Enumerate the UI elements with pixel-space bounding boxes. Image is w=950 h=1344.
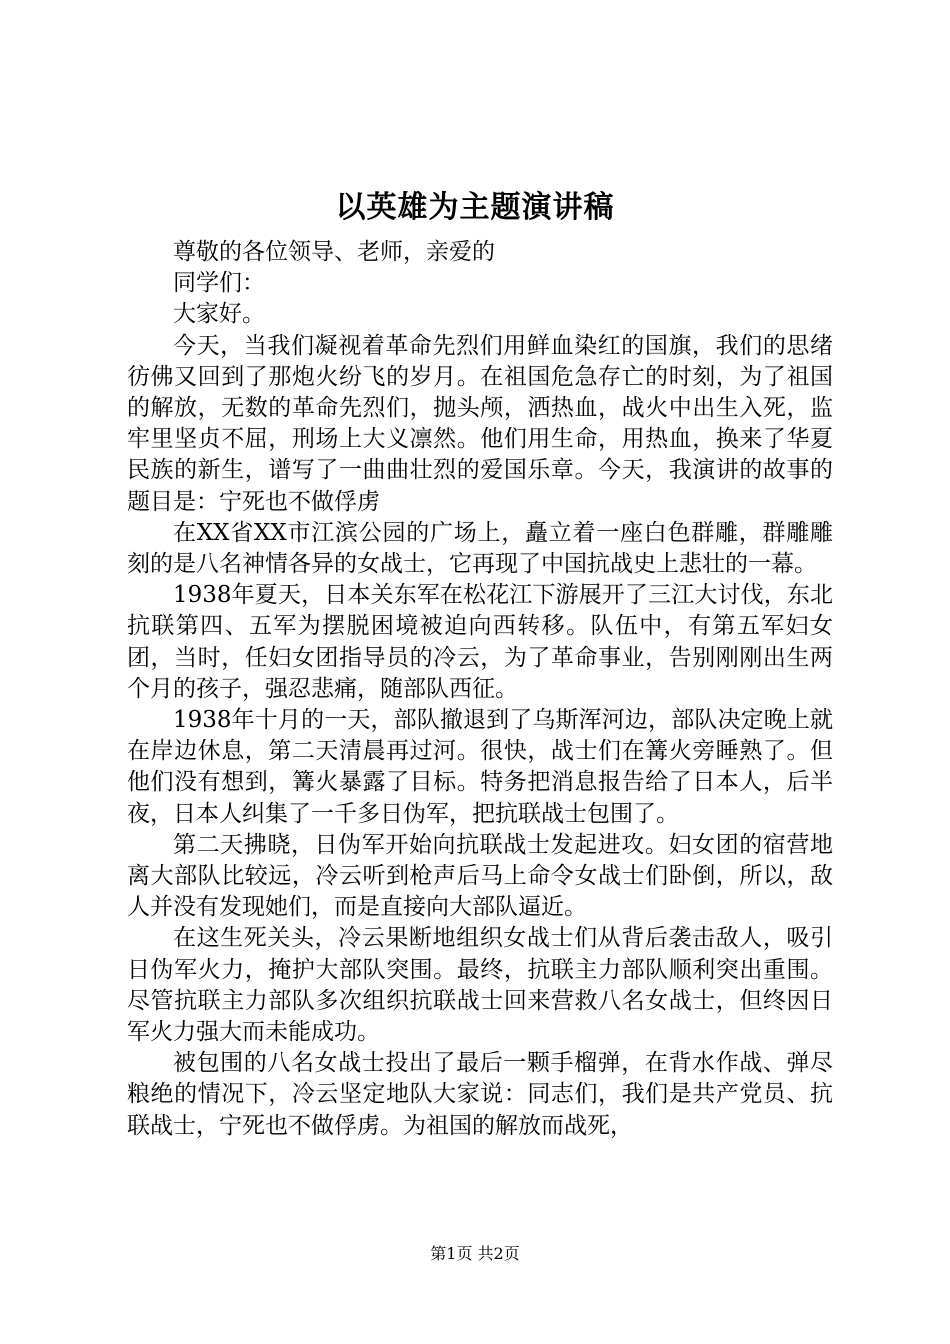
paragraph: 被包围的八名女战士投出了最后一颗手榴弹，在背水作战、弹尽粮绝的情况下，冷云坚定地队大家说：同志们，我们是共产党员、抗联战士，宁死也不做俘虏。为祖国的解放而战死， bbox=[127, 1050, 833, 1139]
paragraph: 在XX省XX市江滨公园的广场上，矗立着一座白色群雕，群雕雕刻的是八名神情各异的女战士，它再现了中国抗战史上悲壮的一幕。 bbox=[127, 519, 833, 578]
paragraph: 1938年十月的一天，部队撤退到了乌斯浑河边，部队决定晚上就在岸边休息，第二天清晨再过河。很快，战士们在篝火旁睡熟了。但他们没有想到，篝火暴露了目标。特务把消息报告给了日本人，后半夜，日本人纠集了一千多日伪军，把抗联战士包围了。 bbox=[127, 707, 833, 827]
paragraph: 第二天拂晓，日伪军开始向抗联战士发起进攻。妇女团的宿营地离大部队比较远，冷云听到枪声后马上命令女战士们卧倒，所以，敌人并没有发现她们，而是直接向大部队逼近。 bbox=[127, 831, 833, 921]
paragraph: 1938年夏天，日本关东军在松花江下游展开了三江大讨伐，东北抗联第四、五军为摆脱困境被迫向西转移。队伍中，有第五军妇女团，当时，任妇女团指导员的冷云，为了革命事业，告别刚刚出生两个月的孩子，强忍悲痛，随部队西征。 bbox=[127, 582, 833, 702]
document-body bbox=[127, 237, 833, 1142]
page-footer: 第1页 共2页 bbox=[430, 1244, 520, 1263]
paragraph-greeting: 大家好。 bbox=[173, 301, 265, 328]
paragraph: 在这生死关头，冷云果断地组织女战士们从背后袭击敌人，吸引日伪军火力，掩护大部队突围。最终，抗联主力部队顺利突出重围。尽管抗联主力部队多次组织抗联战士回来营救八名女战士，但终因日军火力强大而未能成功。 bbox=[127, 925, 833, 1046]
paragraph: 今天，当我们凝视着革命先烈们用鲜血染红的国旗，我们的思绪彷佛又回到了那炮火纷飞的岁月。在祖国危急存亡的时刻，为了祖国的解放，无数的革命先烈们，抛头颅，洒热血，战火中出生入死，监牢里坚贞不屈，刑场上大义凛然。他们用生命，用热血，换来了华夏民族的新生，谱写了一曲曲壮烈的爱国乐章。今天，我演讲的故事的题目是：宁死也不做俘虏 bbox=[127, 332, 833, 515]
paragraph-salutation-1: 尊敬的各位领导、老师，亲爱的 bbox=[173, 239, 495, 265]
paragraph-salutation-2: 同学们： bbox=[173, 270, 265, 297]
page-title: 以英雄为主题演讲稿 bbox=[335, 190, 615, 225]
